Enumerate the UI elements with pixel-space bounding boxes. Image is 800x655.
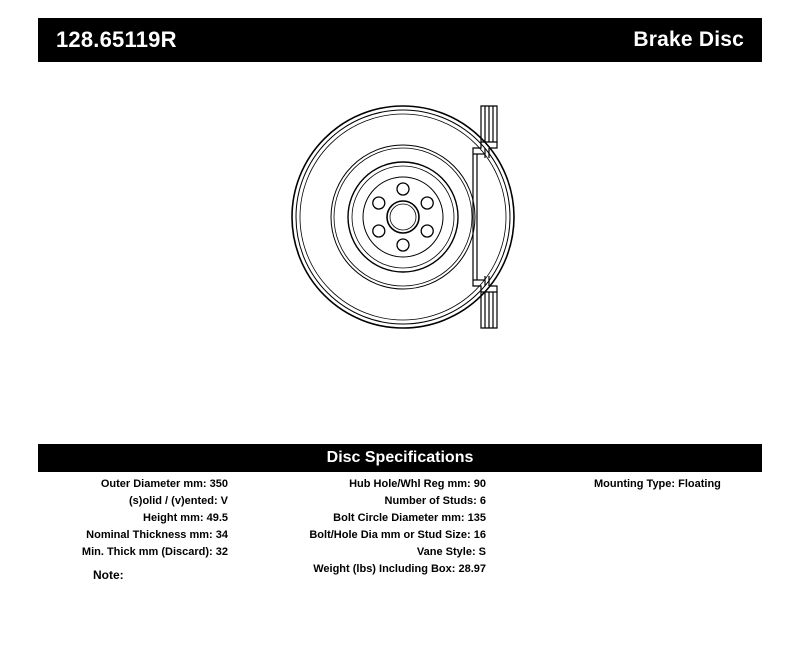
spec-column-left xyxy=(38,476,234,561)
disc-specifications-table xyxy=(38,476,762,578)
spec-item: Vane Style: S xyxy=(416,546,486,558)
disc-specifications-bar xyxy=(38,444,762,472)
disc-specifications-title: Disc Specifications xyxy=(326,449,474,466)
rotor-edge-view xyxy=(463,102,533,337)
spec-item: Bolt Circle Diameter mm: 135 xyxy=(333,512,486,524)
spec-item: Number of Studs: 6 xyxy=(384,495,486,507)
part-number: 128.65119R xyxy=(56,27,177,52)
spec-item: Bolt/Hole Dia mm or Stud Size: 16 xyxy=(309,529,486,541)
spec-column-right xyxy=(494,476,762,493)
spec-item: Weight (lbs) Including Box: 28.97 xyxy=(313,563,486,575)
note-label: Note: xyxy=(93,568,124,582)
spec-item: Hub Hole/Whl Reg mm: 90 xyxy=(349,478,486,490)
spec-item: Min. Thick mm (Discard): 32 xyxy=(81,546,228,558)
spec-item: Nominal Thickness mm: 34 xyxy=(86,529,228,541)
page-title: Brake Disc xyxy=(633,28,744,51)
spec-item: (s)olid / (v)ented: V xyxy=(129,495,228,507)
spec-column-middle xyxy=(234,476,494,578)
spec-item: Mounting Type: Floating xyxy=(594,478,721,490)
spec-item: Outer Diameter mm: 350 xyxy=(100,478,228,490)
header-bar xyxy=(38,18,762,62)
spec-item: Height mm: 49.5 xyxy=(143,512,228,524)
technical-drawing xyxy=(38,80,762,410)
